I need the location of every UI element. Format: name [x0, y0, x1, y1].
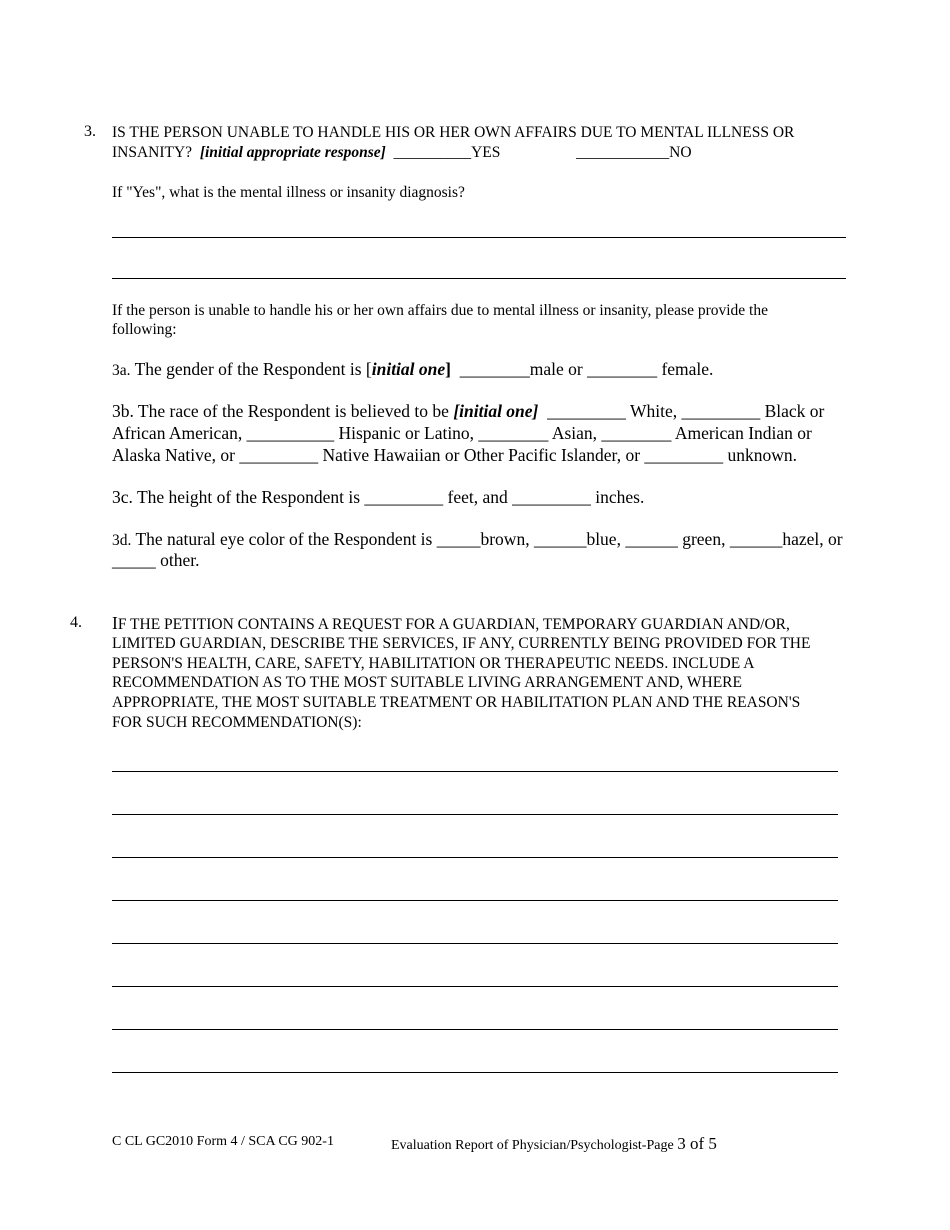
- q4-question-line4: RECOMMENDATION AS TO THE MOST SUITABLE LIVING ARRANGEMENT AND, WHERE: [112, 674, 742, 691]
- q3-number: 3.: [84, 123, 96, 140]
- q4-question-line5: APPROPRIATE, THE MOST SUITABLE TREATMENT OR HABILITATION PLAN AND THE REASON'S: [112, 694, 801, 711]
- footer-title: [391, 1134, 717, 1154]
- answer-line-3[interactable]: [112, 857, 838, 858]
- q3d-eye-color-line2[interactable]: _____ other.: [112, 550, 200, 570]
- no-blank[interactable]: ____________: [576, 144, 670, 161]
- diagnosis-prompt: If "Yes", what is the mental illness or insanity diagnosis?: [112, 184, 465, 201]
- q4-line1-rest: F THE PETITION CONTAINS A REQUEST FOR A GUARDIAN, TEMPORARY GUARDIAN AND/OR,: [117, 616, 790, 633]
- answer-line-4[interactable]: [112, 900, 838, 901]
- answer-line-8[interactable]: [112, 1072, 838, 1073]
- q4-question-line1: [112, 614, 790, 635]
- q3-question-line2: [112, 143, 692, 163]
- no-label: NO: [669, 144, 692, 161]
- female-blank[interactable]: ________: [587, 359, 658, 379]
- unable-instruction-line1: If the person is unable to handle his or her own affairs due to mental illness or insanity, please provide the: [112, 302, 768, 319]
- q3-question-line1: IS THE PERSON UNABLE TO HANDLE HIS OR HER OWN AFFAIRS DUE TO MENTAL ILLNESS OR: [112, 124, 795, 141]
- q4-question-line3: PERSON'S HEALTH, CARE, SAFETY, HABILITATION OR THERAPEUTIC NEEDS. INCLUDE A: [112, 655, 755, 672]
- q3a-label: 3a.: [112, 362, 131, 379]
- yes-label: YES: [471, 144, 501, 161]
- q4-number: 4.: [70, 614, 82, 631]
- answer-line-5[interactable]: [112, 943, 838, 944]
- q3a-gender: [112, 359, 713, 382]
- answer-line-1[interactable]: [112, 771, 838, 772]
- q3b-race-line1: [112, 401, 824, 423]
- q3d-eye-color-line1[interactable]: [112, 529, 843, 552]
- q3b-race-line2[interactable]: African American, __________ Hispanic or Latino, ________ Asian, ________ American Indian or: [112, 423, 812, 443]
- footer-form-id: C CL GC2010 Form 4 / SCA CG 902-1: [112, 1134, 334, 1149]
- diagnosis-line-1[interactable]: [112, 237, 846, 238]
- q3d-label: 3d.: [112, 532, 132, 549]
- answer-line-7[interactable]: [112, 1029, 838, 1030]
- male-label: male or: [529, 359, 583, 379]
- q4-first-letter: I: [112, 613, 118, 633]
- female-label: female.: [661, 359, 714, 379]
- q4-question-line6: FOR SUCH RECOMMENDATION(S):: [112, 714, 362, 731]
- answer-line-6[interactable]: [112, 986, 838, 987]
- q3b-race-line3[interactable]: Alaska Native, or _________ Native Hawaiian or Other Pacific Islander, or _________ unknown.: [112, 445, 798, 465]
- q3a-close-bracket: ]: [445, 359, 451, 379]
- q3-question-prefix: INSANITY?: [112, 144, 193, 161]
- q3a-instruction: initial one: [371, 359, 446, 379]
- q3a-text: The gender of the Respondent is: [134, 359, 362, 379]
- q4-question-line2: LIMITED GUARDIAN, DESCRIBE THE SERVICES, IF ANY, CURRENTLY BEING PROVIDED FOR THE: [112, 635, 811, 652]
- page-number: 3 of 5: [677, 1134, 717, 1153]
- male-blank[interactable]: ________: [459, 359, 530, 379]
- footer-title-text: Evaluation Report of Physician/Psychologist-Page: [391, 1138, 674, 1153]
- answer-line-2[interactable]: [112, 814, 838, 815]
- q3b-options-line1[interactable]: _________ White, _________ Black or: [547, 401, 825, 421]
- diagnosis-line-2[interactable]: [112, 278, 846, 279]
- q3b-instruction: [initial one]: [453, 401, 539, 421]
- q3a-open-bracket: [: [365, 359, 372, 379]
- q3b-text: 3b. The race of the Respondent is believed to be: [112, 401, 449, 421]
- unable-instruction-line2: following:: [112, 321, 177, 338]
- q3-instruction: [initial appropriate response]: [199, 144, 386, 161]
- q3d-text[interactable]: The natural eye color of the Respondent is _____brown, ______blue, ______ green, ______hazel, or: [135, 529, 843, 549]
- q3c-height[interactable]: 3c. The height of the Respondent is _________ feet, and _________ inches.: [112, 487, 645, 507]
- yes-blank[interactable]: __________: [393, 144, 472, 161]
